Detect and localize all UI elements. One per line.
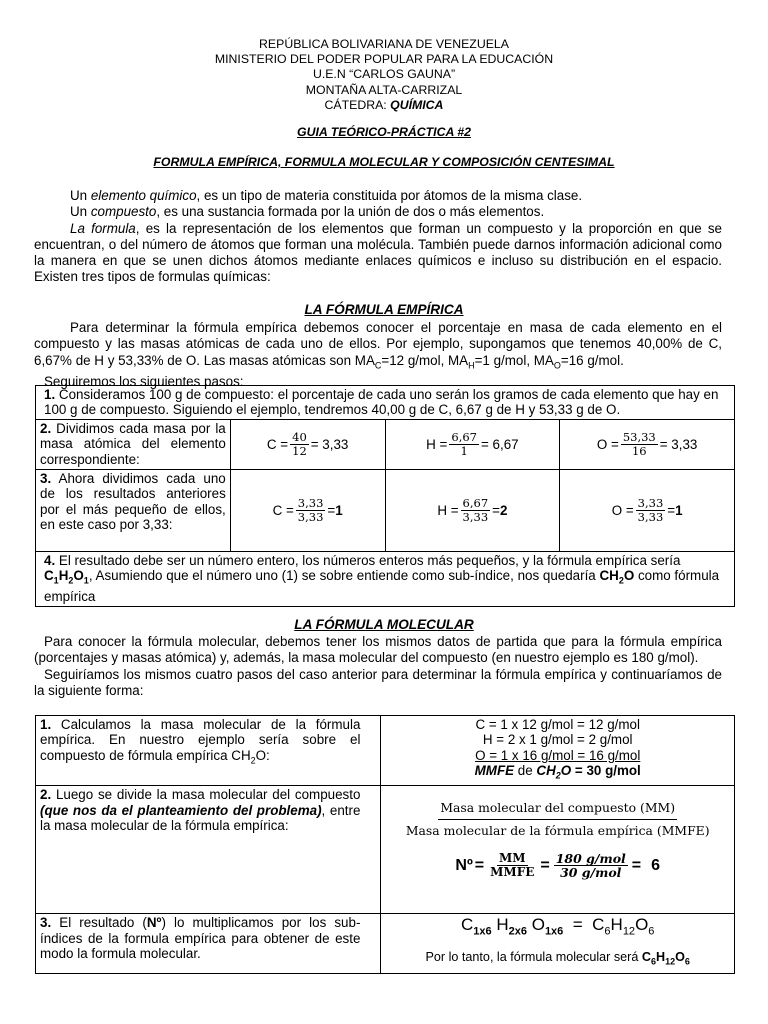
intro-p3-term: La formula (70, 220, 136, 236)
formula-sub: 2 (68, 575, 74, 586)
molecular-heading: LA FÓRMULA MOLECULAR (294, 617, 474, 632)
mmfe-de: de (514, 763, 537, 779)
fraction (621, 431, 658, 458)
empirica-step-3-row (36, 469, 735, 551)
calc-c-line: C = 1 x 12 g/mol = 12 g/mol (475, 717, 640, 732)
calc-symbol: H = (426, 436, 448, 452)
fraction-denominator: MMFE (490, 865, 535, 880)
empirical-formula-ch2o (599, 568, 635, 586)
empirica-heading: LA FÓRMULA EMPÍRICA (304, 302, 464, 317)
molecular-step-2 (36, 786, 380, 834)
fraction-numerator: 180 g/mol (555, 851, 626, 867)
fraction-denominator: 12 (292, 443, 307, 458)
mmfe-label: MMFE (474, 763, 515, 779)
intro-p1-pre: Un (70, 188, 91, 203)
school-header (0, 37, 768, 113)
formula-h: H (610, 915, 623, 935)
calc-symbol: C = (266, 436, 289, 452)
mmfe-calculation (381, 716, 734, 785)
n-label: Nº (455, 856, 473, 874)
mmfe-o: O (560, 763, 572, 779)
fraction-denominator: 1 (460, 443, 468, 458)
formula-c: C (641, 950, 651, 965)
mmfe-ch: CH (536, 763, 556, 779)
formula-o: O (526, 915, 545, 935)
calc-result: 1 (675, 502, 683, 518)
calc-symbol: O = (611, 502, 634, 518)
step-number: 3. (40, 915, 52, 931)
formula-c: C (44, 568, 54, 584)
empirica-step-2-row (36, 419, 735, 469)
fraction-numerator: Masa molecular del compuesto (MM) (438, 800, 677, 819)
fraction-denominator: 3,33 (462, 509, 489, 524)
molecular-paragraph-b: Seguiríamos los mismos cuatro pasos del caso anterior para determinar la fórmula empírica y continuaríamos de la siguiente forma: (34, 666, 722, 698)
ma-o-val: =16 g/mol. (560, 352, 624, 368)
fraction-denominator: 30 g/mol (560, 865, 622, 881)
step-number: 2. (40, 787, 52, 803)
fraction-numerator: 40 (292, 429, 307, 444)
ma-c-val: =12 g/mol, MA (381, 352, 469, 368)
intro-p2-pre: Un (70, 204, 91, 220)
empirica-steps-table (35, 385, 735, 607)
molecular-step-2-row (36, 786, 735, 914)
equals: = (540, 856, 550, 874)
fraction-numerator: 3,33 (637, 495, 664, 510)
formula-h: H (491, 915, 509, 935)
formula-h: H (655, 950, 666, 965)
empirica-step-4 (36, 552, 734, 606)
empirica-step-1 (36, 386, 734, 419)
formula-sub: 6 (648, 925, 655, 938)
empirica-step-1-row (36, 386, 735, 420)
fraction (449, 431, 479, 458)
step2-calc-o (560, 431, 734, 458)
molecular-step-1-row (36, 716, 735, 786)
fraction-numerator: 3,33 (297, 495, 324, 510)
molecular-step-1-text: Calculamos la masa molecular de la fórmula empírica. En nuestro ejemplo sería sobre el compuesto de fórmula empírica CH (40, 717, 361, 763)
calc-symbol: C = (272, 502, 294, 518)
empirica-step-4-row (36, 551, 735, 606)
n-equation (381, 852, 734, 879)
ma-h-val: =1 g/mol, MA (474, 352, 554, 368)
molecular-step-3-row (36, 914, 735, 974)
empirica-para-a: Para determinar la fórmula empírica debemos conocer el porcentaje en masa de cada elemento en el compuesto y las masas atómicas de cada uno de ellos. Por ejemplo, supongamos que tenemos 40,00% de C, 6,67% de H y 53,33% de O. Las masas atómicas son MA (34, 320, 722, 368)
n-formula-block (381, 786, 734, 879)
fraction-numerator: MM (498, 851, 526, 866)
step3-calc-c (231, 497, 385, 524)
step-number: 4. (44, 552, 56, 568)
calc-result: = 3,33 (310, 436, 349, 452)
calc-o-line: O = 1 x 16 g/mol = 16 g/mol (475, 747, 641, 763)
intro-p2-post: , es una sustancia formada por la unión de dos o más elementos. (156, 204, 545, 220)
empirica-step-3 (36, 470, 230, 534)
fraction-numerator: 6,67 (451, 429, 477, 444)
fraction-denominator: 16 (631, 443, 647, 458)
intro-compuesto (34, 204, 722, 220)
calc-result: = 3,33 (659, 436, 698, 452)
formula-sub: 1 (53, 575, 59, 586)
formula-sub: 12 (622, 925, 636, 938)
step2-calc-h (386, 431, 560, 458)
fraction (296, 497, 326, 524)
header-line-1: REPÚBLICA BOLIVARIANA DE VENEZUELA (259, 37, 509, 51)
formula-o: O (73, 568, 84, 584)
formula-o: O (635, 915, 649, 935)
fraction-denominator: 3,33 (297, 509, 324, 524)
formula-sub: 6 (650, 956, 656, 967)
formula-multiplication (381, 917, 734, 940)
formula-sub: 6 (684, 956, 690, 967)
formula-c: C (592, 915, 605, 935)
mmfe-total (385, 763, 730, 784)
steps-intro: Seguiremos los siguientes pasos: (44, 373, 244, 389)
calc-symbol: O = (596, 436, 619, 452)
molecular-step-2-text-a: Luego se divide la masa molecular del compuesto (51, 787, 361, 803)
intro-p1-term: elemento químico (90, 188, 197, 203)
molecular-step-1 (36, 716, 380, 770)
empirical-formula-c1h2o1 (44, 568, 89, 586)
mmfe-value: = 30 g/mol (571, 763, 641, 779)
empirica-step-4-text-c: como fórmula empírica (44, 568, 720, 605)
mm-mmfe-fraction (381, 800, 734, 838)
formula-c: C (460, 915, 474, 935)
formula-sub: 2 (618, 575, 624, 586)
calc-symbol: H = (437, 502, 459, 518)
step-number: 1. (44, 387, 56, 402)
intro-elemento (34, 188, 722, 204)
values-fraction (554, 852, 628, 879)
formula-sub: 2x6 (508, 925, 527, 938)
conclusion-text: Por lo tanto, la fórmula molecular será (425, 950, 642, 965)
ma-c-sub: C (374, 360, 382, 371)
step-number: 1. (40, 717, 52, 732)
ma-h-sub: H (468, 360, 475, 371)
formula-ch: CH (599, 568, 619, 584)
calc-equals: = (667, 502, 676, 518)
header-line-4: MONTAÑA ALTA-CARRIZAL (305, 82, 463, 97)
formula-sub: 1 (83, 575, 89, 586)
fraction-numerator: 6,67 (462, 495, 489, 510)
fraction (290, 431, 309, 458)
molecular-result (381, 917, 734, 970)
header-line-3: U.E.N “CARLOS GAUNA” (312, 67, 456, 82)
conclusion (381, 950, 734, 970)
header-catedra (0, 98, 768, 113)
formula-h: H (58, 568, 69, 584)
calc-equals: = (327, 502, 336, 518)
intro-p1-post: , es un tipo de materia constituida por átomos de la misma clase. (196, 188, 583, 203)
molecular-steps-table (35, 715, 735, 974)
catedra-value: QUÍMICA (390, 97, 444, 112)
calc-equals: = (492, 502, 500, 518)
formula-sub: 2 (250, 755, 256, 766)
document-subtitle: FORMULA EMPÍRICA, FORMULA MOLECULAR Y COMPOSICIÓN CENTESIMAL (153, 155, 615, 169)
equals: = (563, 915, 593, 935)
calc-h-line: H = 2 x 1 g/mol = 2 g/mol (482, 732, 633, 748)
empirica-paragraph (34, 320, 722, 374)
equals: = (474, 856, 485, 874)
formula-sub: 12 (665, 956, 676, 967)
intro-formula (34, 221, 722, 286)
n-result: 6 (651, 856, 661, 874)
molecular-step-3-text-a: El resultado ( (51, 915, 147, 931)
guide-title: GUIA TEÓRICO-PRÁCTICA #2 (297, 125, 471, 139)
molecular-formula (641, 950, 690, 967)
step3-calc-o (560, 497, 734, 524)
step-number: 2. (40, 420, 52, 436)
molecular-intro (34, 634, 722, 699)
fraction (636, 497, 666, 524)
ma-o-sub: O (553, 360, 561, 371)
equals: = (631, 856, 642, 874)
n-label: Nº (146, 915, 162, 931)
molecular-step-2-emphasis: (que nos da el planteamiento del problema) (40, 802, 322, 818)
empirica-step-2 (36, 420, 230, 468)
formula-sub: 2 (555, 770, 561, 781)
fraction (461, 497, 491, 524)
step-number: 3. (40, 470, 52, 486)
fraction-denominator: 3,33 (637, 509, 664, 524)
empirica-step-1-text: Consideramos 100 g de compuesto: el porcentaje de cada uno serán los gramos de cada elemento que hay en 100 g de compuesto. Siguiendo el ejemplo, tendremos 40,00 g de C, 6,67 g de H y 53,33 g de O. (44, 387, 719, 418)
formula-sub: 1x6 (544, 925, 564, 938)
empirica-step-2-text: Dividimos cada masa por la masa atómica del elemento correspondiente: (40, 420, 226, 467)
molecular-step-2-text-c: , entre la masa molecular de la fórmula empírica: (40, 802, 361, 834)
fraction-denominator: Masa molecular de la fórmula empírica (MMFE) (405, 822, 710, 838)
empirica-step-3-text: Ahora dividimos cada uno de los resultados anteriores por el más pequeño de ellos, en este caso por 3,33: (40, 470, 226, 533)
intro-p3-post: , es la representación de los elementos que forman un compuesto y la proporción en que se encuentran, o del número de átomos que forman una molécula. También puede darnos información adicional como la manera en que se unen dichos átomos mediante enlaces químicos e incluso su distribución en el espacio. Existen tres tipos de formulas químicas: (34, 220, 723, 285)
catedra-label: CÁTEDRA: (324, 97, 391, 112)
step3-calc-h (386, 497, 560, 524)
molecular-step-1-end: O: (255, 747, 270, 763)
calc-result: 1 (335, 502, 343, 518)
intro-p2-term: compuesto (90, 204, 157, 220)
empirica-step-4-text-b: , Asumiendo que el número uno (1) se sobre entiende como sub-índice, nos quedaría (88, 568, 600, 584)
molecular-step-3-text-b: ) lo multiplicamos por los sub-índices de la formula empírica para obtener de este modo la formula molecular. (40, 915, 361, 962)
empirica-step-4-text-a: El resultado debe ser un número entero, los números enteros más pequeños, y la fórmula empírica sería (55, 552, 681, 568)
fraction-numerator: 53,33 (622, 429, 656, 444)
header-line-2: MINISTERIO DEL PODER POPULAR PARA LA EDUCACIÓN (214, 52, 554, 67)
mm-over-mmfe (488, 852, 536, 879)
step2-calc-c (231, 431, 385, 458)
formula-o: O (623, 568, 635, 584)
formula-sub: 1x6 (473, 925, 492, 938)
formula-o: O (675, 950, 685, 965)
molecular-paragraph-a: Para conocer la fórmula molecular, debemos tener los mismos datos de partida que para la fórmula empírica (porcentajes y masas atómica) y, además, la masa molecular del compuesto (en nuestro ejemplo es 180 g/mol). (34, 634, 722, 666)
calc-result: 2 (499, 502, 508, 518)
calc-result: = 6,67 (480, 436, 519, 452)
intro-section (34, 188, 722, 286)
empirica-intro (34, 320, 722, 390)
molecular-step-3 (36, 914, 380, 962)
formula-sub: 6 (604, 925, 611, 938)
